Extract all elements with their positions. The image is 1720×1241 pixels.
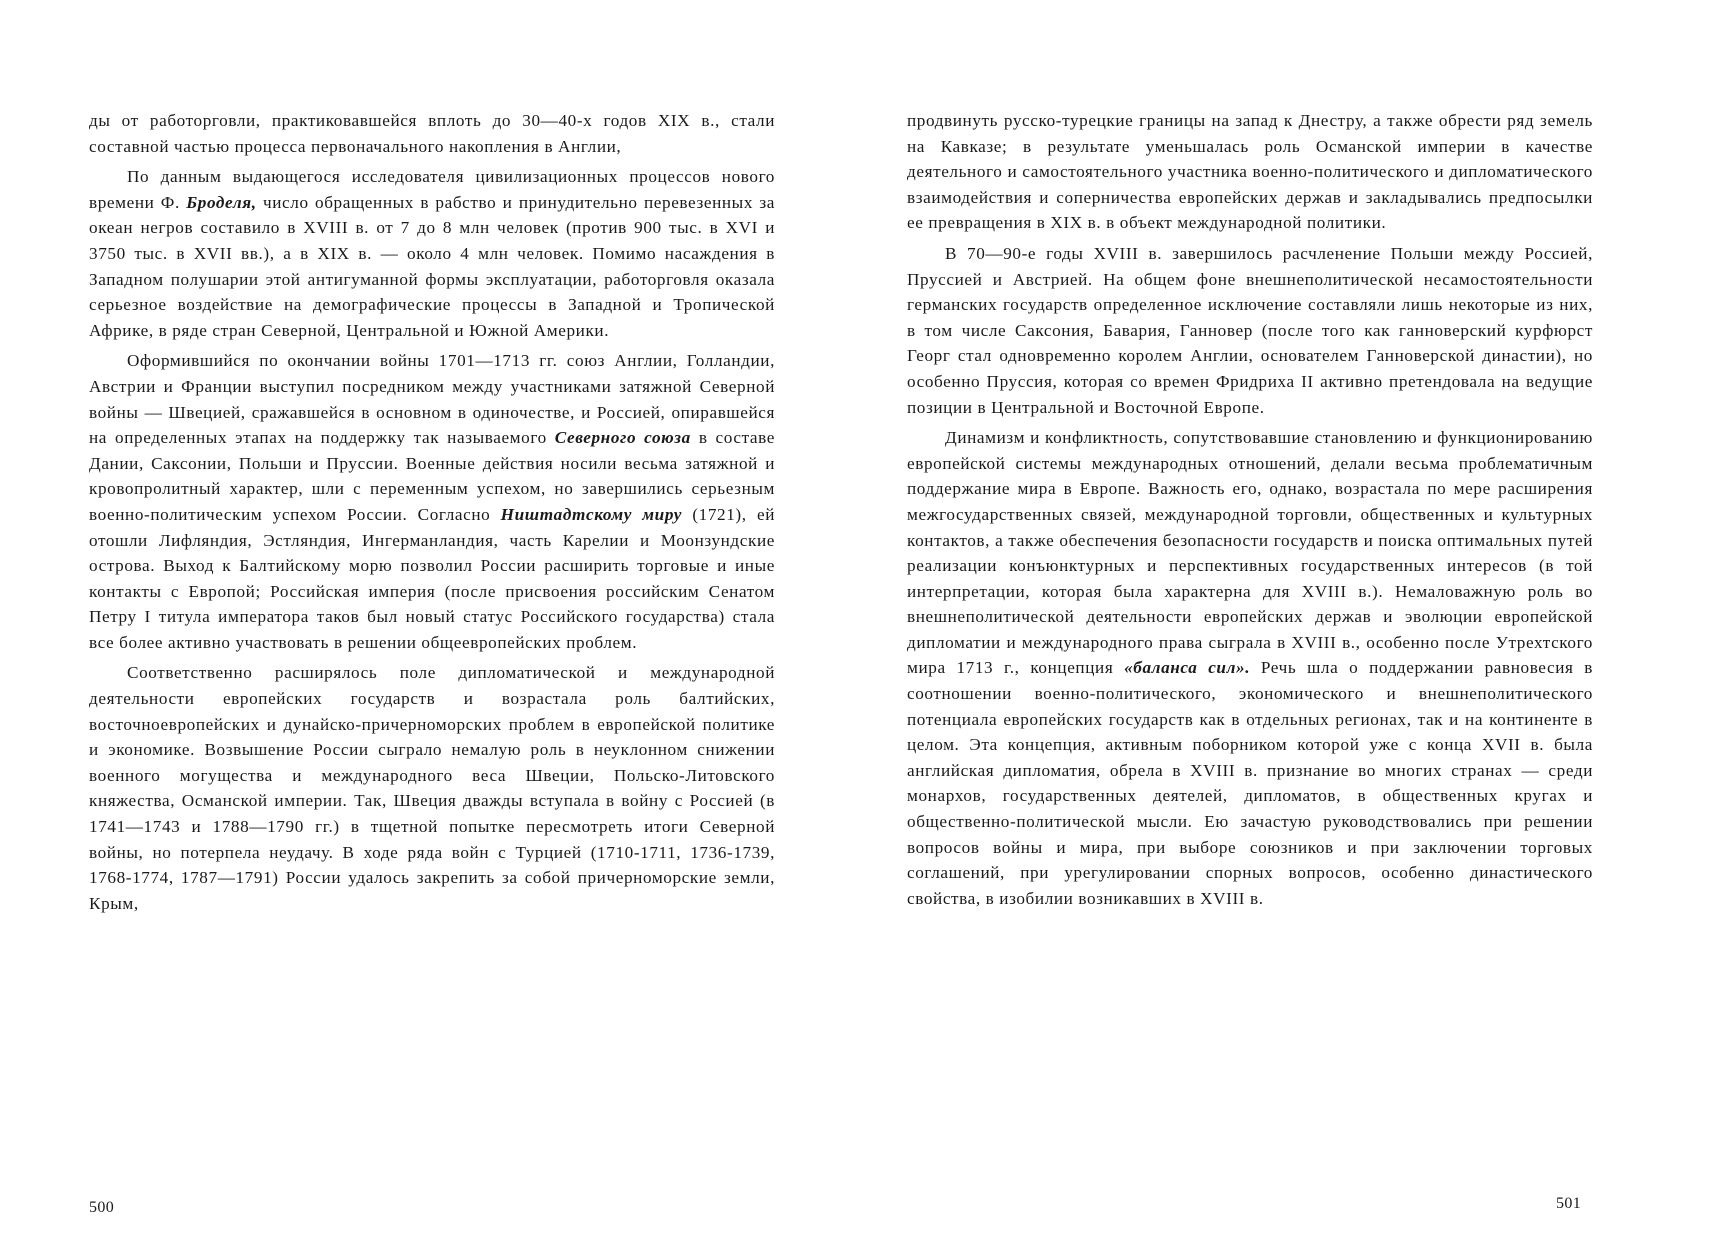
paragraph [89,348,775,655]
emphasized-term: Ништадтскому миру [500,504,683,524]
text-run: В 70—90-е годы XVIII в. завершилось расчленение Польши между Россией, Пруссией и Австрией. На общем фоне внешнеполитической несамостоятельности германских государств определенное исключение составляли лишь некоторые из них, в том числе Саксония, Бавария, Ганновер (после того как ганноверский курфюрст Георг стал одновременно королем Англии, основателем Ганноверской династии), но особенно Пруссия, которая со времен Фридриха II активно претендовала на ведущие позиции в Центральной и Восточной Европе. [907,243,1593,417]
emphasized-term: Броделя, [186,192,257,212]
text-run: ды от работорговли, практиковавшейся вплоть до 30—40-х годов XIX в., стали составной частью процесса первоначального накопления в Англии, [89,111,775,156]
right-page-body [907,108,1593,916]
text-run: Оформившийся по окончании войны 1701—1713 гг. союз Англии, Голландии, Австрии и Франции выступил посредником между участниками затяжной Северной войны — Швецией, сражавшейся в основном в одиночестве, и Россией, опиравшейся на определенных этапах на поддержку так называемого [89,351,775,448]
left-page-number: 500 [89,1199,115,1216]
paragraph [89,164,775,343]
text-run: Соответственно расширялось поле дипломатической и международной деятельности европейских государств и возрастала роль балтийских, восточноевропейских и дунайско-причерноморских проблем в европейской политике и экономике. Возвышение России сыграло немалую роль в неуклонном снижении военного могущества и международного веса Швеции, Польско-Литовского княжества, Османской империи. Так, Швеция дважды вступала в войну с Россией (в 1741—1743 и 1788—1790 гг.) в тщетной попытке пересмотреть итоги Северной войны, но потерпела неудачу. В ходе ряда войн с Турцией (1710-1711, 1736-1739, 1768-1774, 1787—1791) России удалось закрепить за собой причерноморские земли, Крым, [89,663,775,913]
emphasized-term: Северного союза [554,428,691,448]
paragraph [907,108,1593,236]
text-run: в составе Дании, Саксонии, Польши и Пруссии. Военные действия носили весьма затяжной и кровопролитный характер, шли с переменным успехом, но завершились серьезным военно-политическим успехом России. Согласно [89,428,776,524]
text-run: Речь шла о поддержании равновесия в соотношении военно-политического, экономического и внешнеполитического потенциала европейских государств как в отдельных регионах, так и на континенте в целом. Эта концепция, активным поборником которой уже с конца XVII в. была английская дипломатия, обрела в XVIII в. признание во многих странах — среди монархов, государственных деятелей, дипломатов, в общественных кругах и общественно-политической мысли. Ею зачастую руководствовались при решении вопросов войны и мира, при выборе союзников и при заключении торговых соглашений, при урегулировании спорных вопросов, особенно династического свойства, в изобилии возникавших в XVIII в. [907,658,1593,908]
paragraph [907,241,1593,420]
text-run: продвинуть русско-турецкие границы на запад к Днестру, а также обрести ряд земель на Кавказе; в результате уменьшалась роль Османской империи в качестве деятельного и самостоятельного участника военно-политического и дипломатического взаимодействия и соперничества европейских держав и закладывались предпосылки ее превращения в XIX в. в объект международной политики. [907,111,1593,233]
left-page-body [89,108,775,921]
paragraph [89,108,775,159]
paragraph [89,660,775,916]
text-run: Динамизм и конфликтность, сопутствовавшие становлению и функционированию европейской системы международных отношений, делали весьма проблематичным поддержание мира в Европе. Важность его, однако, возрастала по мере расширения межгосударственных связей, международной торговли, общественных и культурных контактов, а также обеспечения безопасности государств и поиска оптимальных путей реализации конъюнктурных и перспективных государственных интересов (в той интерпретации, которая была характерна для XVIII в.). Немаловажную роль во внешнеполитической деятельности европейских держав и эволюции европейской дипломатии и международного права сыграла в XVIII в., особенно после Утрехтского мира 1713 г., концепция [907,428,1593,678]
emphasized-term: «баланса сил». [1124,658,1251,678]
paragraph [907,425,1593,911]
text-run: (1721), ей отошли Лифляндия, Эстляндия, Ингерманландия, часть Карелии и Моонзундские острова. Выход к Балтийскому морю позволил России расширить торговые и иные контакты с Европой; Российская империя (после присвоения российским Сенатом Петру I титула императора таков был новый статус Российского государства) стала все более активно участвовать в решении общеевропейских проблем. [89,504,775,652]
text-run: число обращенных в рабство и принудительно перевезенных за океан негров составило в XVIII в. от 7 до 8 млн человек (против 900 тыс. в XVI и 3750 тыс. в XVII вв.), а в XIX в. — около 4 млн человек. Помимо насаждения в Западном полушарии этой антигуманной формы эксплуатации, работорговля оказала серьезное воздействие на демографические процессы в Западной и Тропической Африке, в ряде стран Северной, Центральной и Южной Америки. [89,192,776,340]
text-run: По данным выдающегося исследователя цивилизационных процессов нового времени Ф. [89,167,775,212]
right-page-number: 501 [1556,1195,1582,1212]
